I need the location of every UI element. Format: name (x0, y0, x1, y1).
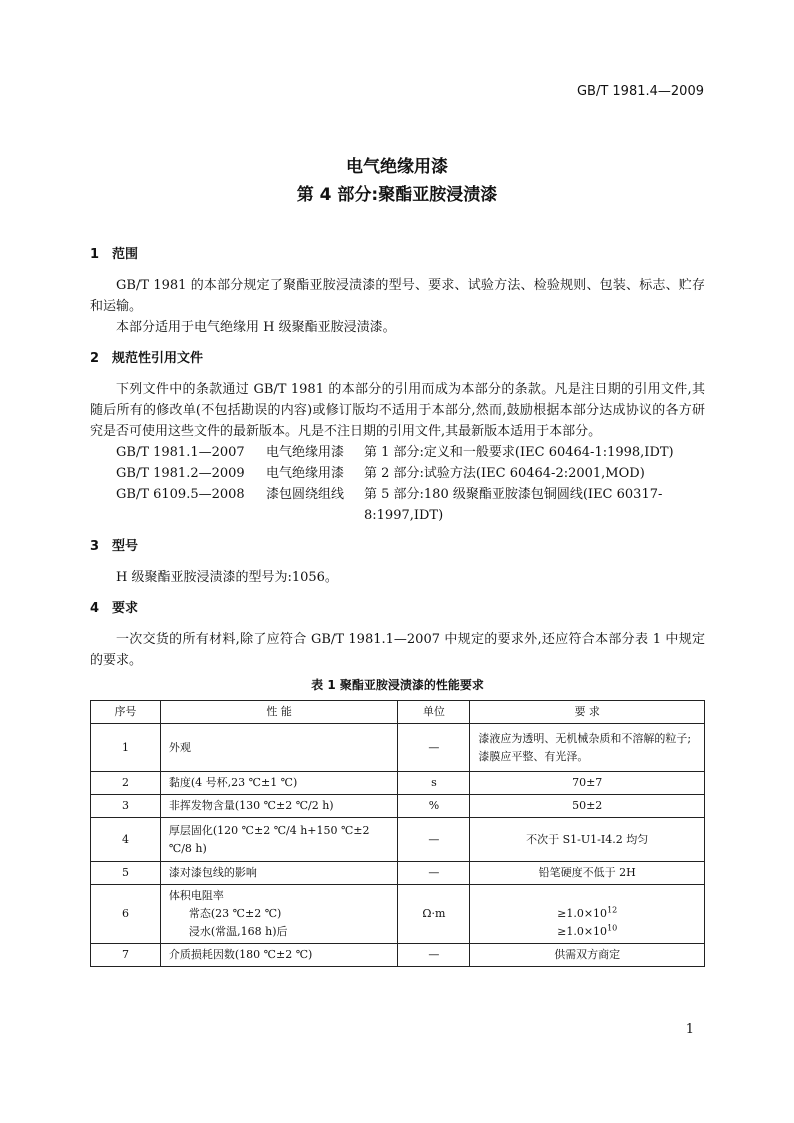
cell-unit: Ω·m (398, 885, 470, 944)
document-title: 电气绝缘用漆 (346, 157, 448, 177)
document-body (90, 244, 705, 967)
page-number: 1 (685, 1022, 694, 1037)
cell-requirement: 不次于 S1-U1-I4.2 均匀 (470, 818, 705, 862)
cell-property (160, 885, 398, 944)
table-header-row (91, 701, 705, 724)
table-caption: 表 1 聚酯亚胺浸渍漆的性能要求 (311, 678, 484, 692)
property-label: 体积电阻率 (168, 889, 224, 902)
section-3-paragraph-1: H 级聚酯亚胺浸渍漆的型号为:1056。 (116, 570, 338, 585)
section-3-heading: 3 型号 (90, 539, 139, 554)
reference-item: GB/T 1981.1—2007 电气绝缘用漆 第 1 部分:定义和一般要求(IEC 60464-1:1998,IDT) (116, 445, 674, 460)
cell-requirement: 铅笔硬度不低于 2H (470, 862, 705, 885)
cell-property: 外观 (160, 724, 398, 772)
header-property: 性 能 (160, 701, 398, 724)
table-row (91, 818, 705, 862)
section-1-paragraph-1: GB/T 1981 的本部分规定了聚酯亚胺浸渍漆的型号、要求、试验方法、检验规则、包装、标志、贮存和运输。 (90, 278, 705, 314)
cell-requirement: 漆液应为透明、无机械杂质和不溶解的粒子;漆膜应平整、有光泽。 (470, 724, 705, 772)
header-no: 序号 (91, 701, 161, 724)
requirement-immersion: $\ge 1.0\times 10^{10}$ (557, 923, 618, 938)
cell-property: 非挥发物含量(130 ℃±2 ℃/2 h) (160, 795, 398, 818)
reference-item: GB/T 6109.5—2008 漆包圆绕组线 第 5 部分:180 级聚酯亚胺漆包铜圆线(IEC 60317-8:1997,IDT) (116, 487, 663, 523)
header-requirement: 要 求 (470, 701, 705, 724)
cell-property: 介质损耗因数(180 ℃±2 ℃) (160, 944, 398, 967)
cell-no: 4 (91, 818, 161, 862)
section-1-heading: 1 范围 (90, 247, 139, 262)
cell-unit: — (398, 862, 470, 885)
property-sub-immersion: 浸水(常温,168 h)后 (188, 925, 288, 938)
cell-requirement (470, 885, 705, 944)
section-2-heading: 2 规范性引用文件 (90, 351, 204, 366)
cell-unit: — (398, 944, 470, 967)
cell-no: 2 (91, 772, 161, 795)
section-4-paragraph-1: 一次交货的所有材料,除了应符合 GB/T 1981.1—2007 中规定的要求外,还应符合本部分表 1 中规定的要求。 (90, 632, 705, 668)
performance-table (90, 700, 705, 967)
section-2-paragraph-1: 下列文件中的条款通过 GB/T 1981 的本部分的引用而成为本部分的条款。凡是注日期的引用文件,其随后所有的修改单(不包括勘误的内容)或修订版均不适用于本部分,然而,鼓励根据本部分达成协议的各方研究是否可使用这些文件的最新版本。凡是不注日期的引用文件,其最新版本适用于本部分。 (90, 382, 705, 439)
cell-unit: s (398, 772, 470, 795)
cell-unit: — (398, 818, 470, 862)
cell-no: 7 (91, 944, 161, 967)
cell-no: 5 (91, 862, 161, 885)
table-row (91, 772, 705, 795)
property-sub-normal: 常态(23 ℃±2 ℃) (188, 907, 282, 920)
cell-no: 3 (91, 795, 161, 818)
cell-property: 黏度(4 号杯,23 ℃±1 ℃) (160, 772, 398, 795)
cell-no: 1 (91, 724, 161, 772)
table-row (91, 885, 705, 944)
table-row (91, 724, 705, 772)
table-row (91, 944, 705, 967)
table-row (91, 862, 705, 885)
reference-item: GB/T 1981.2—2009 电气绝缘用漆 第 2 部分:试验方法(IEC 60464-2:2001,MOD) (116, 466, 645, 481)
cell-requirement: 50±2 (470, 795, 705, 818)
table-row (91, 795, 705, 818)
section-1-paragraph-2: 本部分适用于电气绝缘用 H 级聚酯亚胺浸渍漆。 (116, 320, 396, 335)
cell-requirement: 供需双方商定 (470, 944, 705, 967)
cell-requirement: 70±7 (470, 772, 705, 795)
section-4-heading: 4 要求 (90, 601, 139, 616)
document-subtitle: 第 4 部分:聚酯亚胺浸渍漆 (296, 185, 498, 205)
cell-property: 漆对漆包线的影响 (160, 862, 398, 885)
requirement-normal: $\ge 1.0\times 10^{12}$ (557, 905, 618, 920)
cell-no: 6 (91, 885, 161, 944)
header-unit: 单位 (398, 701, 470, 724)
cell-property: 厚层固化(120 ℃±2 ℃/4 h+150 ℃±2 ℃/8 h) (160, 818, 398, 862)
cell-unit: — (398, 724, 470, 772)
cell-unit: % (398, 795, 470, 818)
standard-code: GB/T 1981.4—2009 (576, 84, 704, 99)
